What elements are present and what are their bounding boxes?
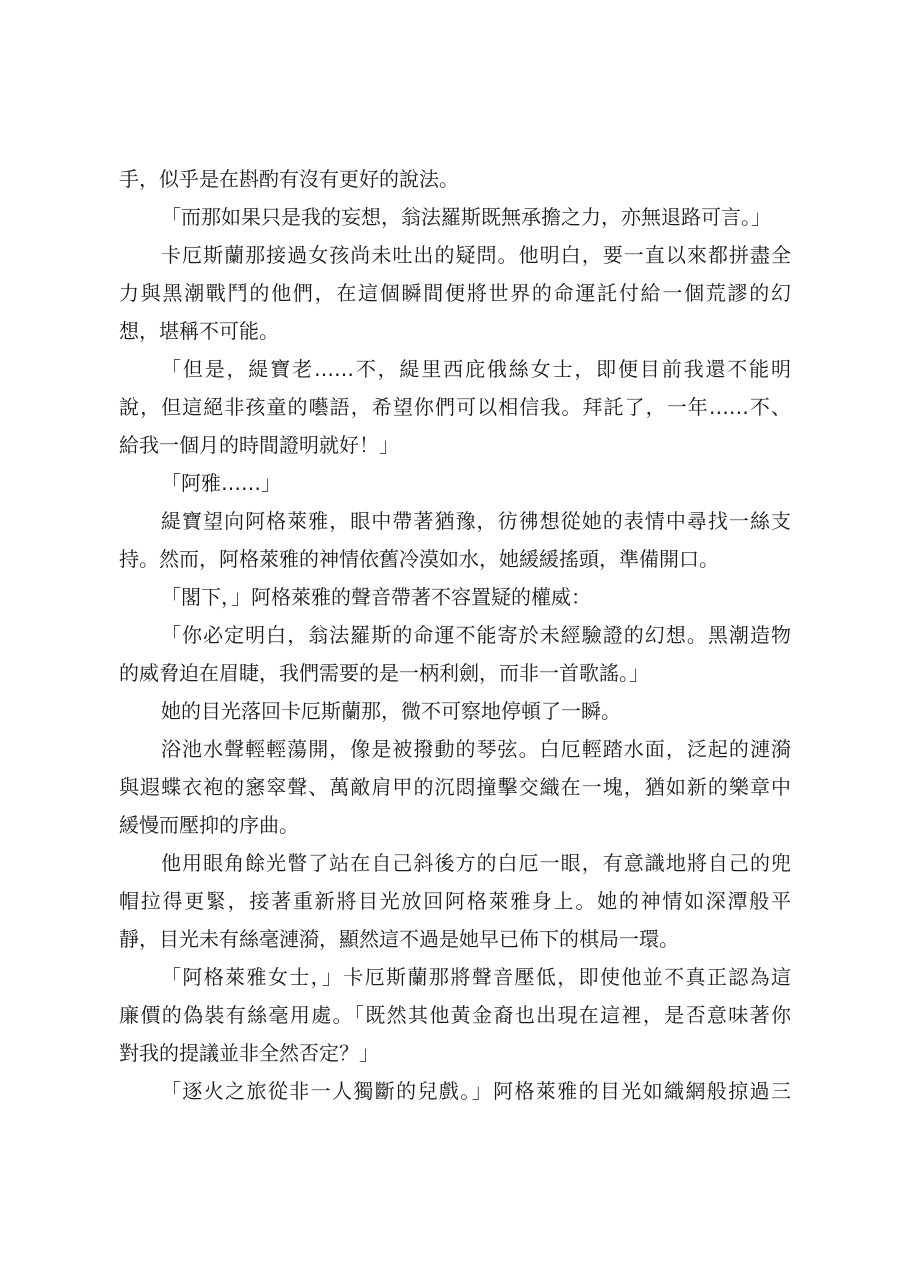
text-line: 「閣下，」阿格萊雅的聲音帶著不容置疑的權威： <box>161 585 591 609</box>
text-line: 手，似乎是在斟酌有沒有更好的說法。 <box>119 167 459 191</box>
text-line: 浴池水聲輕輕蕩開，像是被撥動的琴弦。白厄輕踏水面，泛起的漣漪 <box>161 737 791 761</box>
text-line: 給我一個月的時間證明就好！」 <box>119 433 399 457</box>
text-line: 帽拉得更緊，接著重新將目光放回阿格萊雅身上。她的神情如深潭般平 <box>119 889 791 913</box>
text-line: 「而那如果只是我的妄想，翁法羅斯既無承擔之力，亦無退路可言。」 <box>161 205 771 229</box>
text-line: 「阿雅……」 <box>161 471 281 495</box>
text-line: 「但是，緹寶老……不，緹里西庇俄絲女士，即便目前我還不能明 <box>161 357 791 381</box>
text-line: 力與黑潮戰鬥的他們，在這個瞬間便將世界的命運託付給一個荒謬的幻 <box>119 281 791 305</box>
text-line: 想，堪稱不可能。 <box>119 319 279 343</box>
text-line: 他用眼角餘光瞥了站在自己斜後方的白厄一眼，有意識地將自己的兜 <box>161 851 791 875</box>
text-line: 對我的提議並非全然否定？」 <box>119 1041 379 1065</box>
text-line: 她的目光落回卡厄斯蘭那，微不可察地停頓了一瞬。 <box>161 699 621 723</box>
text-line: 「阿格萊雅女士，」卡厄斯蘭那將聲音壓低，即使他並不真正認為這 <box>161 965 791 989</box>
text-line: 的威脅迫在眉睫，我們需要的是一柄利劍，而非一首歌謠。」 <box>119 661 649 685</box>
text-line: 廉價的偽裝有絲毫用處。「既然其他黃金裔也出現在這裡，是否意味著你 <box>119 1003 791 1027</box>
text-line: 卡厄斯蘭那接過女孩尚未吐出的疑問。他明白，要一直以來都拼盡全 <box>161 243 791 267</box>
text-line: 持。然而，阿格萊雅的神情依舊冷漠如水，她緩緩搖頭，準備開口。 <box>119 547 719 571</box>
text-line: 「你必定明白，翁法羅斯的命運不能寄於未經驗證的幻想。黑潮造物 <box>161 623 791 647</box>
text-line: 緹寶望向阿格萊雅，眼中帶著猶豫，彷彿想從她的表情中尋找一絲支 <box>161 509 791 533</box>
text-line: 靜，目光未有絲毫漣漪，顯然這不過是她早已佈下的棋局一環。 <box>119 927 679 951</box>
text-line: 緩慢而壓抑的序曲。 <box>119 813 299 837</box>
body-text <box>119 160 791 1110</box>
text-line: 與遐蝶衣袍的窸窣聲、萬敵肩甲的沉悶撞擊交織在一塊，猶如新的樂章中 <box>119 775 791 799</box>
text-line: 「逐火之旅從非一人獨斷的兒戲。」阿格萊雅的目光如織網般掠過三 <box>161 1079 791 1103</box>
text-line: 說，但這絕非孩童的囈語，希望你們可以相信我。拜託了，一年……不、 <box>119 395 791 419</box>
